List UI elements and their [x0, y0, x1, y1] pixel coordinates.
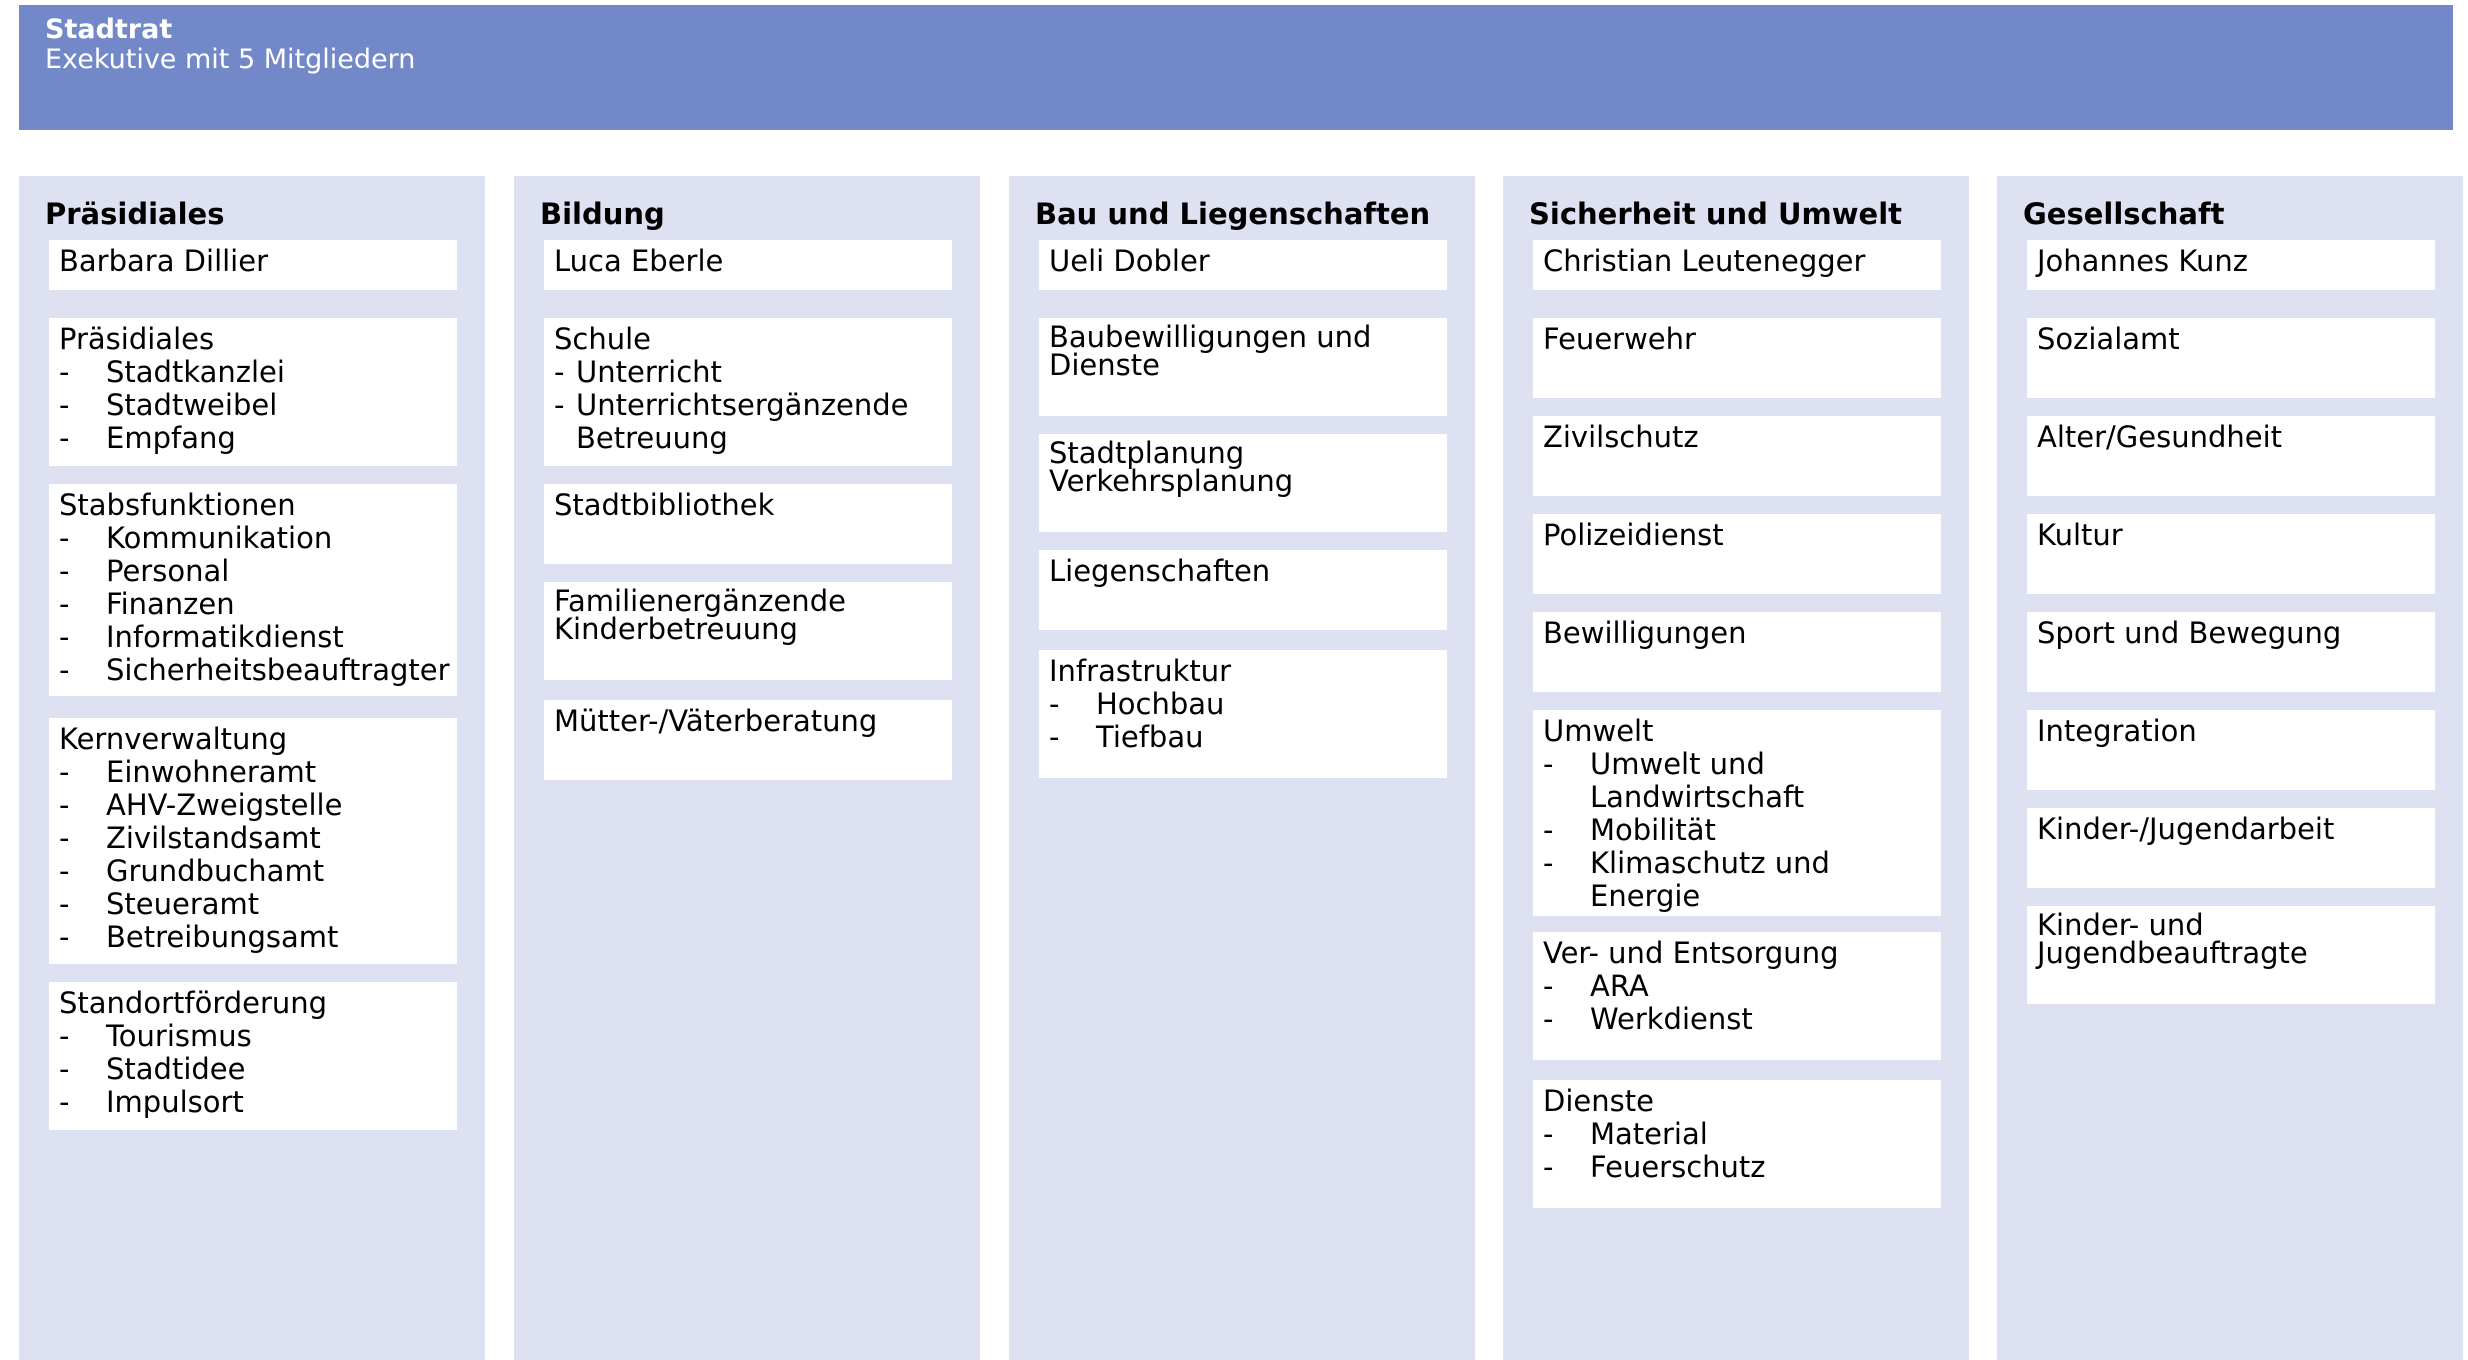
unit-title: Sport und Bewegung [2037, 616, 2342, 650]
sub-unit-label: Unterrichtsergänzende Betreuung [576, 388, 909, 455]
unit-box-familienergaenzende-kinderbetreuung [544, 582, 952, 680]
sub-unit-label: Hochbau [1096, 687, 1225, 721]
list-dash: - [1543, 969, 1554, 1003]
sub-unit-item [554, 356, 942, 389]
unit-box-kinder-jugendarbeit [2027, 808, 2435, 888]
sub-unit-item [1049, 721, 1437, 754]
list-dash: - [59, 521, 70, 555]
sub-unit-item [59, 822, 447, 855]
sub-unit-item [59, 888, 447, 921]
list-dash: - [59, 1052, 70, 1086]
sub-unit-item [59, 921, 447, 954]
unit-title: Standortförderung [59, 986, 328, 1020]
sub-unit-item [59, 789, 447, 822]
unit-title: Alter/Gesundheit [2037, 420, 2283, 454]
unit-box-polizeidienst [1533, 514, 1941, 594]
sub-unit-item [554, 389, 942, 455]
unit-box-sport-und-bewegung [2027, 612, 2435, 692]
list-dash: - [59, 854, 70, 888]
sub-unit-label: AHV-Zweigstelle [106, 788, 343, 822]
sub-unit-item [1543, 1003, 1931, 1036]
unit-box-liegenschaften [1039, 550, 1447, 630]
sub-unit-label: Personal [106, 554, 230, 588]
sub-unit-label: Tourismus [106, 1019, 252, 1053]
unit-title: Feuerwehr [1543, 322, 1696, 356]
department-head-name: Luca Eberle [544, 240, 952, 290]
sub-unit-label: Werkdienst [1590, 1002, 1753, 1036]
sub-unit-label: Informatikdienst [106, 620, 344, 654]
list-dash: - [59, 355, 70, 389]
list-dash: - [1543, 1002, 1554, 1036]
department-head-name: Christian Leutenegger [1533, 240, 1941, 290]
sub-unit-label: Stadtkanzlei [106, 355, 285, 389]
unit-box-kernverwaltung [49, 718, 457, 964]
sub-unit-label: Kommunikation [106, 521, 333, 555]
sub-unit-item [59, 855, 447, 888]
list-dash: - [59, 1019, 70, 1053]
sub-unit-item [1543, 1118, 1931, 1151]
sub-unit-item [1543, 1151, 1931, 1184]
department-column-bildung [514, 176, 980, 1360]
unit-box-alter-gesundheit [2027, 416, 2435, 496]
department-title: Gesellschaft [2023, 197, 2225, 231]
unit-box-kinder-und-jugendbeauftragte [2027, 906, 2435, 1004]
department-column-praesidiales [19, 176, 485, 1360]
unit-box-feuerwehr [1533, 318, 1941, 398]
sub-unit-label: Empfang [106, 421, 236, 455]
unit-title: Kinder-/Jugendarbeit [2037, 812, 2335, 846]
unit-title: Präsidiales [59, 322, 215, 356]
list-dash: - [554, 355, 565, 389]
unit-title: Polizeidienst [1543, 518, 1724, 552]
sub-unit-label: Steueramt [106, 887, 260, 921]
unit-title: Mütter-/Väterberatung [554, 704, 878, 738]
unit-title: Bewilligungen [1543, 616, 1747, 650]
department-title: Bildung [540, 197, 665, 231]
sub-unit-label: Klimaschutz und Energie [1590, 846, 1830, 913]
list-dash: - [59, 388, 70, 422]
sub-unit-label: Einwohneramt [106, 755, 317, 789]
department-title: Bau und Liegenschaften [1035, 197, 1431, 231]
department-head-name: Johannes Kunz [2027, 240, 2435, 290]
sub-unit-item [59, 1020, 447, 1053]
sub-unit-label: Umwelt und Landwirtschaft [1590, 747, 1805, 814]
list-dash: - [554, 388, 565, 422]
unit-title: Stabsfunktionen [59, 488, 296, 522]
sub-unit-item [59, 1086, 447, 1119]
sub-unit-label: Grundbuchamt [106, 854, 325, 888]
list-dash: - [1049, 687, 1060, 721]
list-dash: - [59, 788, 70, 822]
sub-unit-label: Betreibungsamt [106, 920, 339, 954]
list-dash: - [59, 653, 70, 687]
sub-unit-item [59, 588, 447, 621]
list-dash: - [1543, 1117, 1554, 1151]
unit-box-stadtplanung-verkehrsplanung [1039, 434, 1447, 532]
sub-unit-item [1049, 688, 1437, 721]
sub-unit-label: Zivilstandsamt [106, 821, 321, 855]
list-dash: - [59, 821, 70, 855]
list-dash: - [59, 887, 70, 921]
sub-unit-item [59, 653, 450, 687]
unit-box-dienste [1533, 1080, 1941, 1208]
department-head-name: Barbara Dillier [49, 240, 457, 290]
unit-box-umwelt [1533, 710, 1941, 916]
sub-unit-item [59, 422, 447, 455]
unit-box-ver-und-entsorgung [1533, 932, 1941, 1060]
council-subtitle: Exekutive mit 5 Mitgliedern [45, 44, 416, 75]
sub-unit-item [59, 522, 447, 555]
list-dash: - [59, 587, 70, 621]
unit-title: Kultur [2037, 518, 2123, 552]
unit-title: Integration [2037, 714, 2197, 748]
sub-unit-label: ARA [1590, 969, 1649, 1003]
sub-unit-item [59, 555, 447, 588]
department-column-sicherheit-und-umwelt [1503, 176, 1969, 1360]
sub-unit-label: Finanzen [106, 587, 235, 621]
unit-box-bewilligungen [1533, 612, 1941, 692]
unit-title: Schule [554, 322, 652, 356]
sub-unit-item [1543, 814, 1931, 847]
unit-title: Ver- und Entsorgung [1543, 936, 1839, 970]
sub-unit-item [59, 1053, 447, 1086]
unit-title: Infrastruktur [1049, 654, 1232, 688]
unit-title: Umwelt [1543, 714, 1654, 748]
sub-unit-label: Unterricht [576, 355, 722, 389]
unit-box-stadtbibliothek [544, 484, 952, 564]
sub-unit-label: Impulsort [106, 1085, 244, 1119]
unit-box-standortfoerderung [49, 982, 457, 1130]
sub-unit-label: Material [1590, 1117, 1708, 1151]
sub-unit-item [1543, 970, 1931, 1003]
unit-title: Stadtplanung Verkehrsplanung [1049, 436, 1294, 498]
sub-unit-item [59, 356, 447, 389]
unit-box-infrastruktur [1039, 650, 1447, 778]
sub-unit-item [59, 621, 447, 654]
sub-unit-item [1543, 748, 1870, 814]
sub-unit-label: Tiefbau [1096, 720, 1204, 754]
unit-title: Liegenschaften [1049, 554, 1271, 588]
department-column-gesellschaft [1997, 176, 2463, 1360]
unit-box-kultur [2027, 514, 2435, 594]
sub-unit-item [59, 389, 447, 422]
list-dash: - [59, 920, 70, 954]
list-dash: - [1543, 1150, 1554, 1184]
unit-title: Dienste [1543, 1084, 1654, 1118]
unit-title: Familienergänzende Kinderbetreuung [554, 584, 846, 646]
sub-unit-label: Stadtweibel [106, 388, 278, 422]
unit-box-zivilschutz [1533, 416, 1941, 496]
unit-box-schule [544, 318, 952, 466]
unit-box-integration [2027, 710, 2435, 790]
sub-unit-label: Stadtidee [106, 1052, 246, 1086]
unit-title: Stadtbibliothek [554, 488, 775, 522]
list-dash: - [59, 620, 70, 654]
unit-box-stabsfunktionen [49, 484, 457, 696]
unit-title: Zivilschutz [1543, 420, 1699, 454]
council-header [19, 5, 2453, 130]
sub-unit-label: Sicherheitsbeauftragter [106, 653, 450, 687]
list-dash: - [59, 421, 70, 455]
list-dash: - [59, 1085, 70, 1119]
council-title: Stadtrat [45, 14, 173, 45]
unit-box-muetter-vaeterberatung [544, 700, 952, 780]
unit-box-sozialamt [2027, 318, 2435, 398]
list-dash: - [1543, 846, 1554, 880]
unit-box-praesidiales [49, 318, 457, 466]
list-dash: - [1049, 720, 1060, 754]
department-title: Präsidiales [45, 197, 225, 231]
unit-title: Kernverwaltung [59, 722, 288, 756]
list-dash: - [1543, 747, 1554, 781]
list-dash: - [59, 755, 70, 789]
unit-title: Kinder- und Jugendbeauftragte [2037, 908, 2308, 970]
department-title: Sicherheit und Umwelt [1529, 197, 1903, 231]
sub-unit-item [1543, 847, 1870, 913]
unit-title: Baubewilligungen und Dienste [1049, 320, 1372, 382]
unit-title: Sozialamt [2037, 322, 2180, 356]
list-dash: - [59, 554, 70, 588]
unit-box-baubewilligungen-und-dienste [1039, 318, 1447, 416]
department-column-bau-und-liegenschaften [1009, 176, 1475, 1360]
department-head-name: Ueli Dobler [1039, 240, 1447, 290]
list-dash: - [1543, 813, 1554, 847]
sub-unit-item [59, 756, 447, 789]
sub-unit-label: Feuerschutz [1590, 1150, 1766, 1184]
sub-unit-label: Mobilität [1590, 813, 1716, 847]
